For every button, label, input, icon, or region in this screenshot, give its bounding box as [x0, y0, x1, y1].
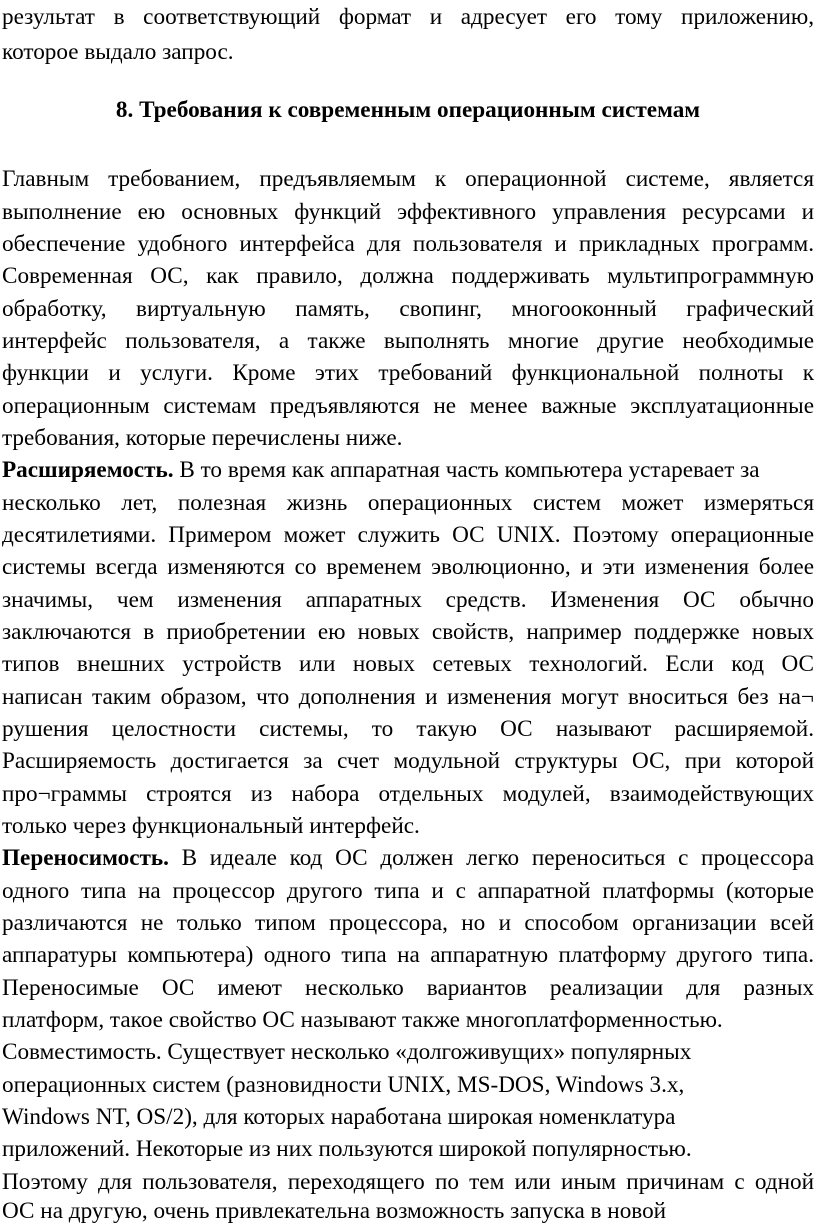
term-portability: Переносимость.: [2, 845, 169, 871]
text-line: операционным системам предъявляются не менее важные эксплуатационные: [2, 393, 814, 419]
text-line: ОС на другую, очень привлекательна возможность запуска в новой: [2, 1198, 667, 1224]
text-line: про¬граммы строятся из набора отдельных модулей, взаимодействующих: [2, 781, 814, 807]
text-line: Расширяемость достигается за счет модульной структуры ОС, при которой: [2, 748, 814, 774]
text-span: В то время как аппаратная часть компьютера устаревает за: [173, 457, 760, 483]
text-line: несколько лет, полезная жизнь операционных систем может измеряться: [2, 490, 814, 516]
text-line: заключаются в приобретении ею новых свойств, например поддержке новых: [2, 619, 814, 645]
text-line: требования, которые перечислены ниже.: [2, 425, 403, 451]
text-line: рушения целостности системы, то такую ОС называют расширяемой.: [2, 716, 814, 742]
section-heading: 8. Требования к современным операционным системам: [115, 97, 701, 123]
portability-first-line: [2, 843, 814, 874]
text-line: которое выдало запрос.: [2, 39, 234, 65]
text-line: обеспечение удобного интерфейса для пользователя и прикладных программ.: [2, 231, 814, 257]
text-line: Переносимые ОС имеют несколько вариантов реализации для разных: [2, 975, 814, 1001]
text-line: Поэтому для пользователя, переходящего по тем или иным причинам с одной: [2, 1169, 814, 1195]
text-span: В идеале код ОС должен легко переноситься с процессора: [168, 845, 814, 871]
text-line: аппаратуры компьютера) одного типа на аппаратную платформу другого типа.: [2, 942, 814, 968]
text-line: различаются не только типом процессора, но и способом организации всей: [2, 910, 814, 936]
text-line: выполнение ею основных функций эффективного управления ресурсами и: [2, 199, 814, 225]
text-line: платформ, такое свойство ОС называют также многоплатформенностью.: [2, 1007, 723, 1033]
text-line: десятилетиями. Примером может служить ОС UNIX. Поэтому операционные: [2, 522, 814, 548]
text-line: Совместимость. Существует несколько «долгоживущих» популярных: [2, 1039, 692, 1065]
text-line: Главным требованием, предъявляемым к операционной системе, является: [2, 166, 814, 192]
text-line: обработку, виртуальную память, свопинг, многооконный графический: [2, 296, 814, 322]
text-line: написан таким образом, что дополнения и изменения могут вноситься без на¬: [2, 684, 814, 710]
text-line: типов внешних устройств или новых сетевых технологий. Если код ОС: [2, 651, 814, 677]
term-extensibility: Расширяемость.: [2, 457, 174, 483]
text-line: приложений. Некоторые из них пользуются широкой популярностью.: [2, 1136, 692, 1162]
text-line: Современная ОС, как правило, должна поддерживать мультипрограммную: [2, 263, 814, 289]
text-line: одного типа на процессор другого типа и с аппаратной платформы (которые: [2, 878, 814, 904]
text-line: системы всегда изменяются со временем эволюционно, и эти изменения более: [2, 554, 814, 580]
extensibility-first-line: [2, 455, 814, 486]
text-line: только через функциональный интерфейс.: [2, 813, 420, 839]
text-line: результат в соответствующий формат и адресует его тому приложению,: [2, 4, 814, 30]
text-line: интерфейс пользователя, а также выполнять многие другие необходимые: [2, 328, 814, 354]
text-line: значимы, чем изменения аппаратных средств. Изменения ОС обычно: [2, 587, 814, 613]
text-line: операционных систем (разновидности UNIX, MS-DOS, Windows 3.x,: [2, 1072, 685, 1098]
text-line: функции и услуги. Кроме этих требований функциональной полноты к: [2, 360, 814, 386]
text-line: Windows NT, OS/2), для которых наработана широкая номенклатура: [2, 1104, 676, 1130]
